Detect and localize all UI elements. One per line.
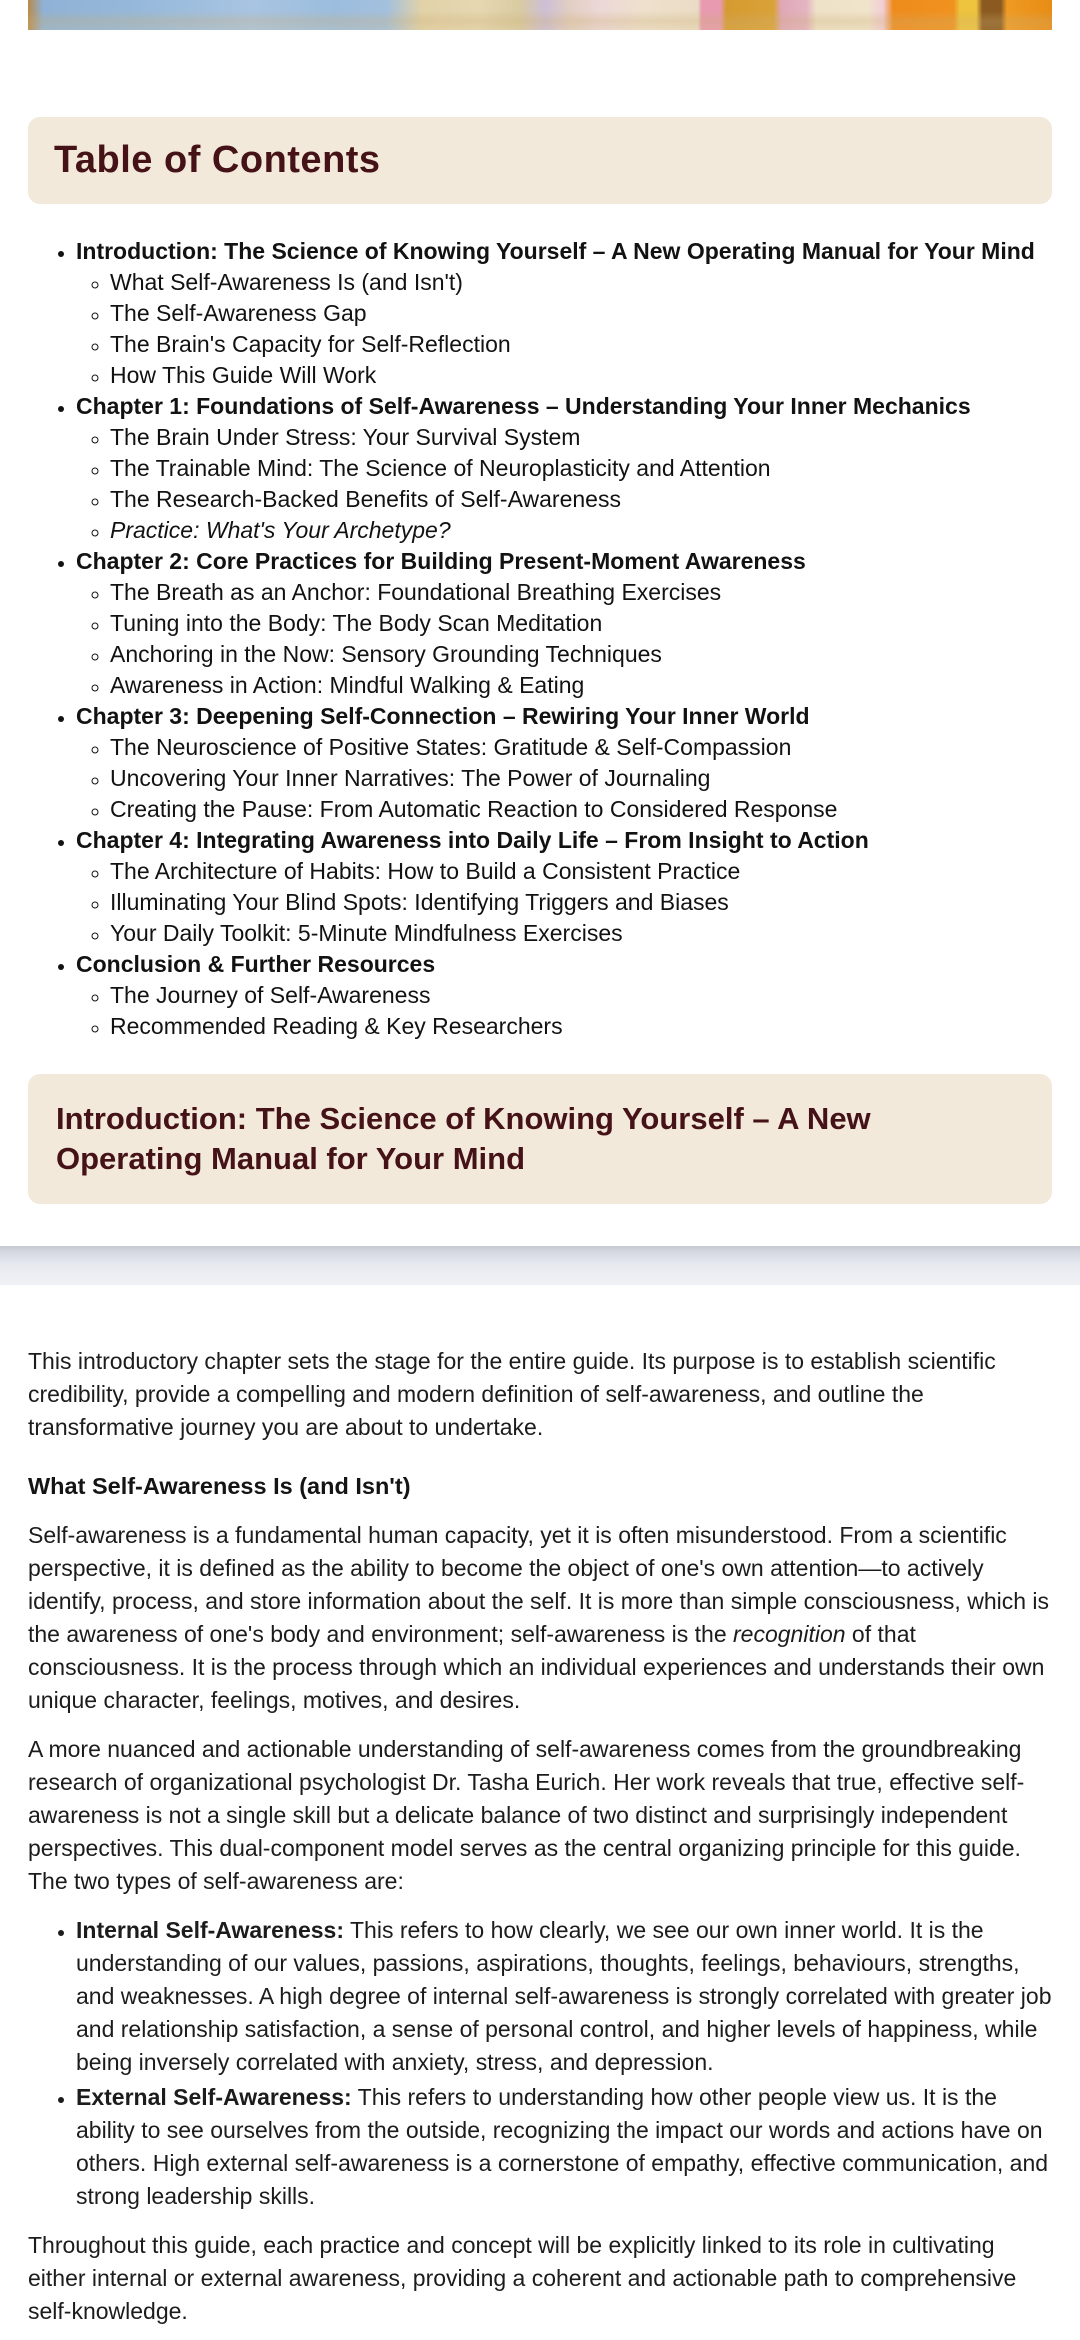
toc-sublist <box>76 980 1052 1042</box>
toc-section-title[interactable]: • Conclusion & Further Resources ◦ The Journey of Self-Awareness ◦ Recommended Reading & Key Researchers <box>76 949 1052 1042</box>
toc-sublist <box>76 856 1052 949</box>
toc-sub-item[interactable]: ◦ The Brain's Capacity for Self-Reflection <box>110 329 1052 360</box>
toc-sub-item[interactable]: ◦ The Self-Awareness Gap <box>110 298 1052 329</box>
list-item-external: • External Self-Awareness: This refers to understanding how other people view us. It is the ability to see ourselves from the outside, recognizing the impact our words and actions have on others. High external self-awareness is a cornerstone of empathy, effective communication, and strong leadership skills. <box>76 2081 1052 2213</box>
emphasized-word: recognition <box>733 1621 846 1647</box>
section-heading-box <box>28 1074 1052 1204</box>
awareness-types-list <box>28 1914 1052 2213</box>
toc-section-title[interactable]: • Chapter 2: Core Practices for Building Present-Moment Awareness ◦ The Breath as an Anchor: Foundational Breathing Exercises ◦ Tuning into the Body: The Body Scan Meditation ◦ Anchoring in the Now: Sensory Grounding Techniques ◦ Awareness in Action: Mindful Walking & Eating <box>76 546 1052 701</box>
toc-sub-item[interactable]: ◦ The Breath as an Anchor: Foundational Breathing Exercises <box>110 577 1052 608</box>
toc-sub-item[interactable]: ◦ Your Daily Toolkit: 5-Minute Mindfulness Exercises <box>110 918 1052 949</box>
toc-section-title[interactable]: • Chapter 1: Foundations of Self-Awareness – Understanding Your Inner Mechanics ◦ The Brain Under Stress: Your Survival System ◦ The Trainable Mind: The Science of Neuroplasticity and Attention ◦ The Research-Backed Benefits of Self-Awareness ◦ Practice: What's Your Archetype? <box>76 391 1052 546</box>
section-heading: Introduction: The Science of Knowing Yourself – A New Operating Manual for Your Mind <box>56 1101 871 1176</box>
document-page-2 <box>0 1285 1080 2324</box>
intro-paragraph: This introductory chapter sets the stage for the entire guide. Its purpose is to establish scientific credibility, provide a compelling and modern definition of self-awareness, and outline the transformative journey you are about to undertake. <box>28 1348 996 1440</box>
toc-sub-item[interactable]: ◦ How This Guide Will Work <box>110 360 1052 391</box>
research-paragraph: A more nuanced and actionable understanding of self-awareness comes from the groundbreaking research of organizational psychologist Dr. Tasha Eurich. Her work reveals that true, effective self-awareness is not a single skill but a delicate balance of two distinct and surprisingly independent perspectives. This dual-component model serves as the central organizing principle for this guide. The two types of self-awareness are: <box>28 1736 1025 1894</box>
toc-sub-item[interactable]: ◦ Practice: What's Your Archetype? <box>110 515 1052 546</box>
toc-sub-item[interactable]: ◦ Anchoring in the Now: Sensory Grounding Techniques <box>110 639 1052 670</box>
toc-sublist <box>76 267 1052 391</box>
toc-sublist <box>76 422 1052 546</box>
toc-section-title[interactable]: • Chapter 4: Integrating Awareness into Daily Life – From Insight to Action ◦ The Architecture of Habits: How to Build a Consistent Practice ◦ Illuminating Your Blind Spots: Identifying Triggers and Biases ◦ Your Daily Toolkit: 5-Minute Mindfulness Exercises <box>76 825 1052 949</box>
toc-list <box>28 236 1052 1042</box>
toc-header-box <box>28 117 1052 204</box>
toc-title: Table of Contents <box>54 139 381 181</box>
toc-sub-item[interactable]: ◦ The Brain Under Stress: Your Survival System <box>110 422 1052 453</box>
subsection-heading: What Self-Awareness Is (and Isn't) <box>28 1473 411 1499</box>
toc-sub-item[interactable]: ◦ Awareness in Action: Mindful Walking & Eating <box>110 670 1052 701</box>
toc-sub-item[interactable]: ◦ Recommended Reading & Key Researchers <box>110 1011 1052 1042</box>
toc-sub-item[interactable]: ◦ The Neuroscience of Positive States: Gratitude & Self-Compassion <box>110 732 1052 763</box>
toc-sub-item[interactable]: ◦ What Self-Awareness Is (and Isn't) <box>110 267 1052 298</box>
toc-sub-item[interactable]: ◦ The Journey of Self-Awareness <box>110 980 1052 1011</box>
closing-paragraph: Throughout this guide, each practice and concept will be explicitly linked to its role in cultivating either internal or external awareness, providing a coherent and actionable path to comprehensive self-knowledge. <box>28 2232 1017 2324</box>
toc-sub-item[interactable]: ◦ Illuminating Your Blind Spots: Identifying Triggers and Biases <box>110 887 1052 918</box>
toc-section-title[interactable]: • Chapter 3: Deepening Self-Connection – Rewiring Your Inner World ◦ The Neuroscience of Positive States: Gratitude & Self-Compassion ◦ Uncovering Your Inner Narratives: The Power of Journaling ◦ Creating the Pause: From Automatic Reaction to Considered Response <box>76 701 1052 825</box>
toc-sub-item[interactable]: ◦ Uncovering Your Inner Narratives: The Power of Journaling <box>110 763 1052 794</box>
toc-sub-item[interactable]: ◦ The Research-Backed Benefits of Self-Awareness <box>110 484 1052 515</box>
definition-paragraph: Self-awareness is a fundamental human capacity, yet it is often misunderstood. From a scientific perspective, it is defined as the ability to become the object of one's own attention—to actively identify, process, and store information about the self. It is more than simple consciousness, which is the awareness of one's body and environment; self-awareness is the recognition of that consciousness. It is the process through which an individual experiences and understands their own unique character, feelings, motives, and desires. <box>28 1522 1050 1713</box>
toc-sub-item[interactable]: ◦ Creating the Pause: From Automatic Reaction to Considered Response <box>110 794 1052 825</box>
toc-sublist <box>76 577 1052 701</box>
toc-section-title[interactable]: • Introduction: The Science of Knowing Yourself – A New Operating Manual for Your Mind ◦ What Self-Awareness Is (and Isn't) ◦ The Self-Awareness Gap ◦ The Brain's Capacity for Self-Reflection ◦ How This Guide Will Work <box>76 236 1052 391</box>
list-item-internal: • Internal Self-Awareness: This refers to how clearly, we see our own inner world. It is the understanding of our values, passions, aspirations, thoughts, feelings, behaviours, strengths, and weaknesses. A high degree of internal self-awareness is strongly correlated with greater job and relationship satisfaction, a sense of personal control, and higher levels of happiness, while being inversely correlated with anxiety, stress, and depression. <box>76 1914 1052 2079</box>
toc-sub-item[interactable]: ◦ The Trainable Mind: The Science of Neuroplasticity and Attention <box>110 453 1052 484</box>
toc-sub-item[interactable]: ◦ Tuning into the Body: The Body Scan Meditation <box>110 608 1052 639</box>
toc-sub-item[interactable]: ◦ The Architecture of Habits: How to Build a Consistent Practice <box>110 856 1052 887</box>
page-break-separator <box>0 1246 1080 1285</box>
toc-sublist <box>76 732 1052 825</box>
painted-banner-image <box>28 0 1052 30</box>
